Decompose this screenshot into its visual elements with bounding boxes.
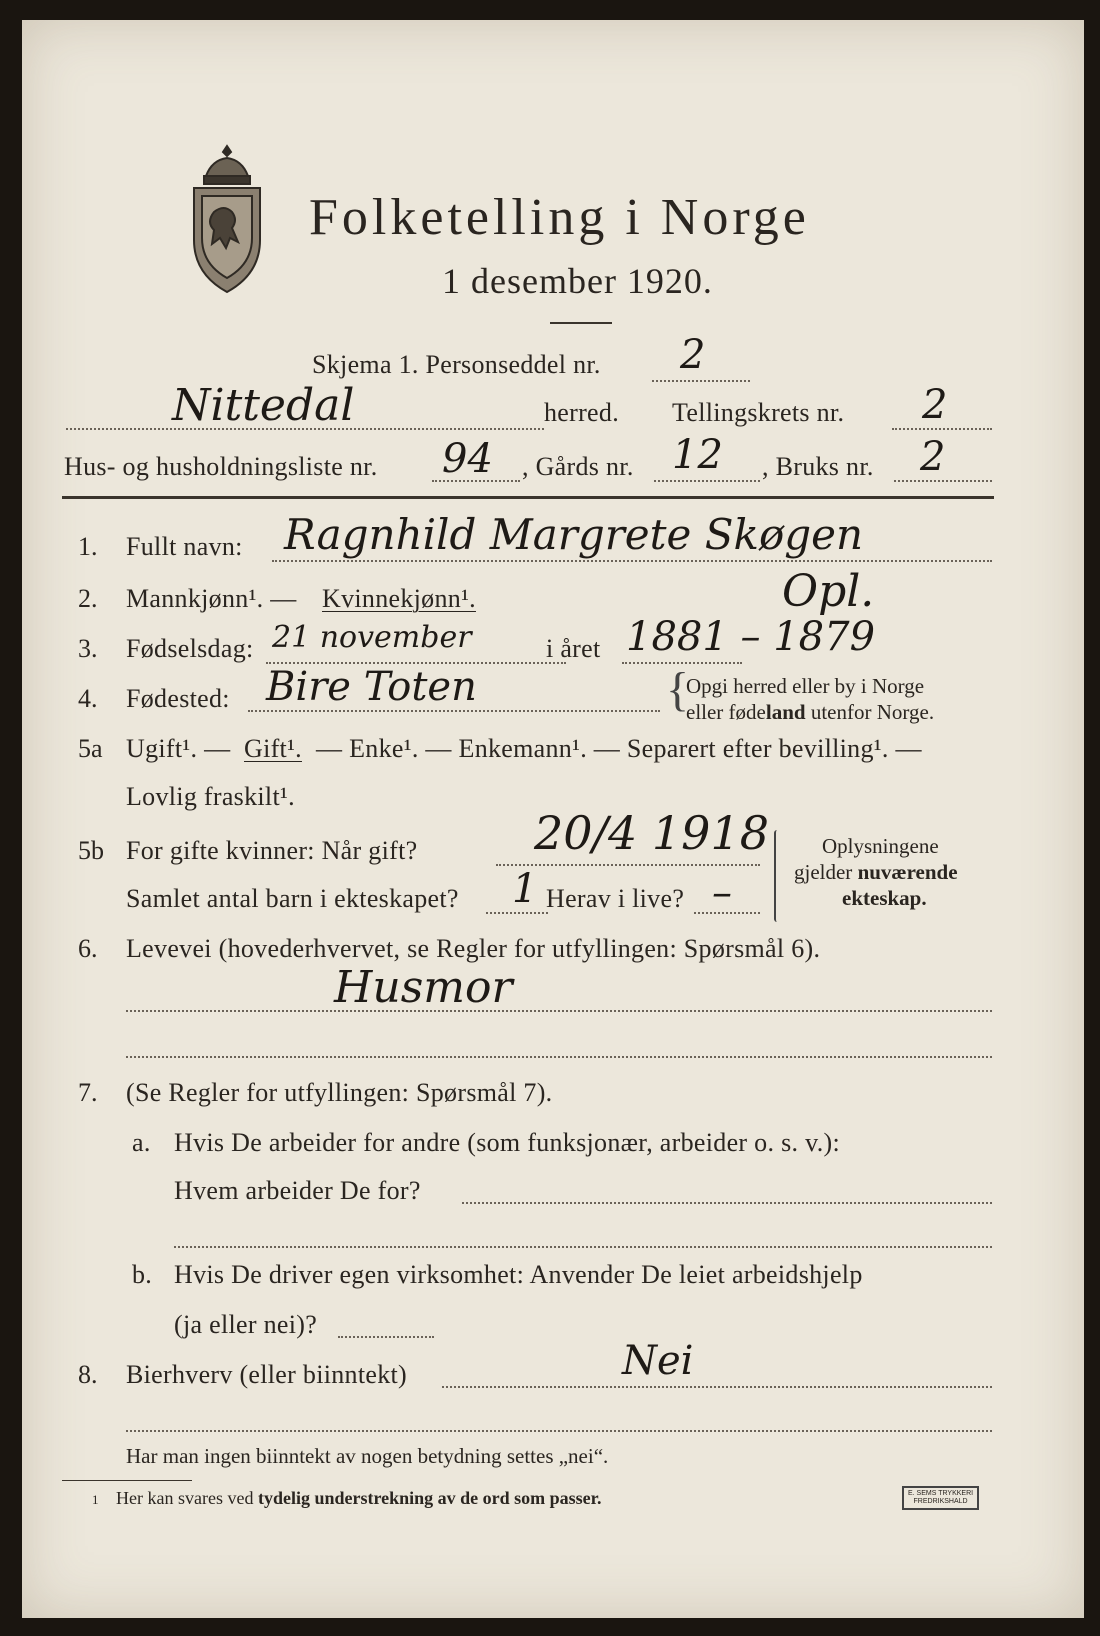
q4-number: 4.: [78, 684, 98, 713]
printer-stamp: E. SEMS TRYKKERI FREDRIKSHALD: [902, 1486, 979, 1510]
q5a-other-options[interactable]: — Enke¹. — Enkemann¹. — Separert efter bevilling¹. —: [316, 734, 922, 763]
q5b-label: For gifte kvinner: Når gift?: [126, 836, 418, 865]
coat-of-arms-icon: [184, 142, 270, 298]
herred-label: herred.: [544, 398, 619, 427]
q7a-text: Hvis De arbeider for andre (som funksjonær, arbeider o. s. v.):: [174, 1128, 840, 1157]
q8-line2: [126, 1430, 992, 1432]
q6-label: Levevei (hovederhvervet, se Regler for utfyllingen: Spørsmål 6).: [126, 934, 821, 963]
title-divider: [550, 322, 612, 324]
q5a-number: 5a: [78, 734, 103, 763]
q5b-barn-value[interactable]: 1: [512, 866, 538, 912]
q1-label: Fullt navn:: [126, 532, 243, 561]
gards-label: , Gårds nr.: [522, 452, 634, 481]
q2-number: 2.: [78, 584, 98, 613]
q8-label: Bierhverv (eller biinntekt): [126, 1360, 407, 1389]
bruks-line: [894, 480, 992, 482]
tellingskrets-nr[interactable]: 2: [922, 382, 948, 428]
q6-line1: [126, 1010, 992, 1012]
q7a-letter: a.: [132, 1128, 151, 1157]
q7a-line2: Hvem arbeider De for?: [174, 1176, 421, 1205]
schema-label: Skjema 1. Personseddel nr.: [312, 350, 601, 379]
gards-line: [654, 480, 760, 482]
q4-line: [248, 710, 660, 712]
footnote-rule: [62, 1480, 192, 1481]
q5b-barn-line: [486, 912, 548, 914]
q5b-marriage-date[interactable]: 20/4 1918: [534, 806, 769, 860]
q8-number: 8.: [78, 1360, 98, 1389]
q7b-letter: b.: [132, 1260, 153, 1289]
husliste-label: Hus- og husholdningsliste nr.: [64, 452, 378, 481]
husliste-nr[interactable]: 94: [442, 436, 493, 482]
q4-label: Fødested:: [126, 684, 230, 713]
tellingskrets-label: Tellingskrets nr.: [672, 398, 845, 427]
footnote-text: Her kan svares ved tydelig understrekning av de ord som passer.: [116, 1488, 602, 1508]
q5b-note-line1: Oplysningene: [822, 834, 939, 858]
q1-line: [272, 560, 992, 562]
q1-number: 1.: [78, 532, 98, 561]
q5a-fraskilt[interactable]: Lovlig fraskilt¹.: [126, 782, 295, 811]
q5a-ugift[interactable]: Ugift¹. —: [126, 734, 231, 763]
q5a-gift[interactable]: Gift¹.: [244, 734, 302, 763]
q2-mannkjonn[interactable]: Mannkjønn¹. —: [126, 584, 297, 613]
q3-birth-day[interactable]: 21 november: [272, 620, 472, 655]
header-rule: [62, 496, 994, 499]
q4-note-line2: eller fødeland utenfor Norge.: [686, 700, 935, 724]
q5b-number: 5b: [78, 836, 104, 865]
q3-number: 3.: [78, 634, 98, 663]
q5b-brace: [774, 830, 780, 922]
q2-note-handwritten: Opl.: [782, 566, 875, 617]
tellingskrets-line: [892, 428, 992, 430]
q5b-ilive-value[interactable]: –: [712, 870, 732, 916]
footer-note: Har man ingen biinntekt av nogen betydning settes „nei“.: [126, 1444, 609, 1468]
footnote-mark: 1: [92, 1492, 99, 1507]
q5b-note-line3: ekteskap.: [842, 886, 927, 910]
form-title: Folketelling i Norge: [309, 189, 810, 246]
q8-value[interactable]: Nei: [622, 1338, 694, 1384]
q7b-text: Hvis De driver egen virksomhet: Anvender De leiet arbeidshjelp: [174, 1260, 863, 1289]
q7a-answer-line[interactable]: [462, 1202, 992, 1204]
form-date: 1 desember 1920.: [442, 261, 713, 301]
q4-note-line1: Opgi herred eller by i Norge: [686, 674, 925, 698]
census-form: [22, 20, 1084, 1618]
q4-birthplace[interactable]: Bire Toten: [266, 664, 477, 710]
q3-year-label: i året: [546, 634, 601, 663]
q5b-barn-label: Samlet antal barn i ekteskapet?: [126, 884, 459, 913]
q7-number: 7.: [78, 1078, 98, 1107]
q3-label: Fødselsdag:: [126, 634, 254, 663]
q4-brace: {: [666, 663, 690, 716]
gards-nr[interactable]: 12: [672, 432, 723, 478]
q1-full-name[interactable]: Ragnhild Margrete Skøgen: [284, 510, 864, 559]
q7a-answer-line2[interactable]: [174, 1246, 992, 1248]
q3-birth-year[interactable]: 1881 – 1879: [626, 614, 876, 660]
personseddel-nr[interactable]: 2: [680, 332, 706, 378]
personseddel-line: [652, 380, 750, 382]
bruks-nr[interactable]: 2: [920, 434, 946, 480]
herred-value[interactable]: Nittedal: [172, 380, 355, 431]
q6-occupation[interactable]: Husmor: [334, 962, 513, 1013]
q7b-line2: (ja eller nei)?: [174, 1310, 318, 1339]
q5b-ilive-label: Herav i live?: [546, 884, 685, 913]
bruks-label: , Bruks nr.: [762, 452, 874, 481]
q5b-note-line2: gjelder nuværende: [794, 860, 958, 884]
q6-line2: [126, 1056, 992, 1058]
q7-label: (Se Regler for utfyllingen: Spørsmål 7).: [126, 1078, 553, 1107]
q8-line: [442, 1386, 992, 1388]
q2-kvinnekjonn[interactable]: Kvinnekjønn¹.: [322, 584, 476, 613]
q6-number: 6.: [78, 934, 98, 963]
q7b-answer-line[interactable]: [338, 1336, 434, 1338]
